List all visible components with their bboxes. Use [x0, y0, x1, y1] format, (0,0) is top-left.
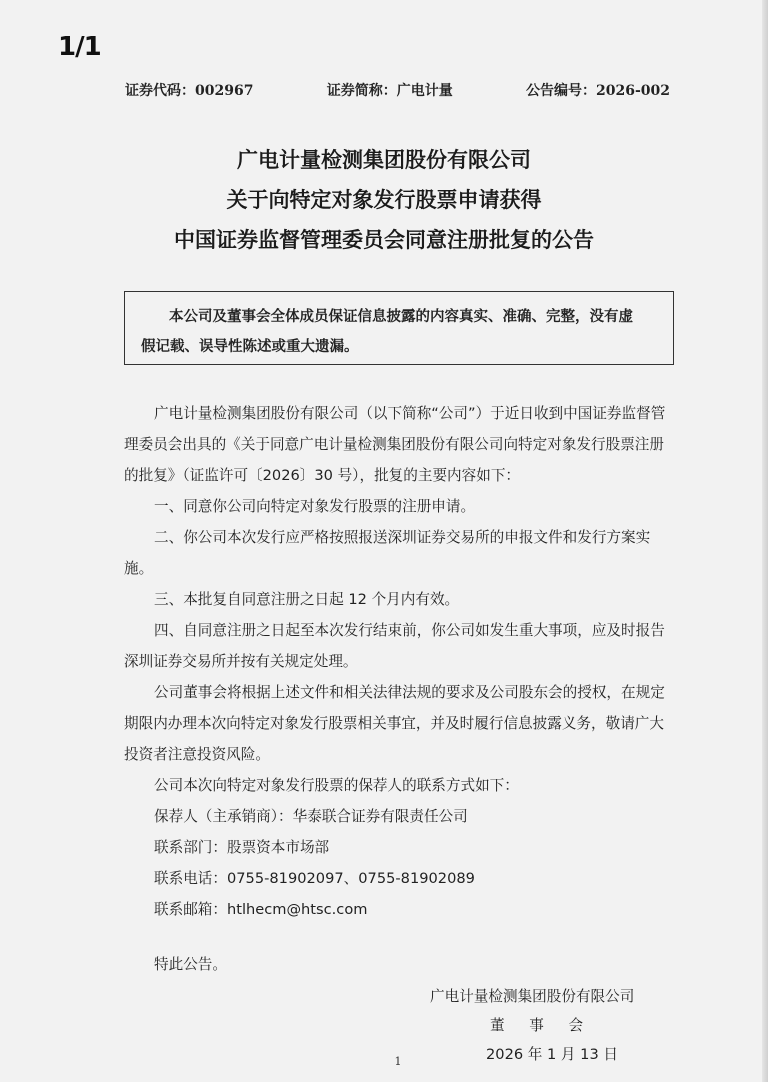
notice-line-2: 假记载、误导性陈述或重大遗漏。: [141, 339, 359, 355]
title-line-3: 中国证券监督管理委员会同意注册批复的公告: [174, 228, 594, 252]
signature-org: 广电计量检测集团股份有限公司: [430, 988, 635, 1005]
notice-line-1: 本公司及董事会全体成员保证信息披露的内容真实、准确、完整，没有虚: [169, 309, 633, 325]
disclosure-notice-box: [124, 291, 674, 365]
contact-email: 联系邮箱：htlhecm@htsc.com: [154, 901, 368, 918]
announcement-number: 公告编号：2026-002: [525, 83, 670, 99]
contact-phone: 联系电话：0755-81902097、0755-81902089: [154, 870, 475, 887]
stock-abbreviation: 证券简称：广电计量: [326, 83, 453, 99]
body-paragraph: 三、本批复自同意注册之日起 12 个月内有效。: [154, 591, 460, 608]
announcement-header: [125, 80, 670, 100]
signature-date: 2026 年 1 月 13 日: [486, 1046, 618, 1063]
title-line-1: 广电计量检测集团股份有限公司: [237, 148, 531, 172]
body-paragraph: 公司本次向特定对象发行股票的保荐人的联系方式如下：: [154, 777, 519, 794]
closing-statement: 特此公告。: [154, 956, 227, 973]
contact-department: 联系部门：股票资本市场部: [154, 839, 330, 856]
body-paragraph: 一、同意你公司向特定对象发行股票的注册申请。: [154, 498, 476, 515]
body-paragraph: 公司董事会将根据上述文件和相关法律法规的要求及公司股东会的授权，在规定期限内办理本次向特定对象发行股票相关事宜，并及时履行信息披露义务，敬请广大投资者注意投资风险。: [124, 684, 665, 763]
body-paragraph: 四、自同意注册之日起至本次发行结束前，你公司如发生重大事项，应及时报告深圳证券交易所并按有关规定处理。: [124, 622, 665, 670]
body-paragraph: 二、你公司本次发行应严格按照报送深圳证券交易所的申报文件和发行方案实施。: [124, 529, 651, 577]
body-paragraph: 广电计量检测集团股份有限公司（以下简称“公司”）于近日收到中国证券监督管理委员会出具的《关于同意广电计量检测集团股份有限公司向特定对象发行股票注册的批复》（证监许可〔2026〕30 号），批复的主要内容如下：: [124, 405, 666, 484]
announcement-body: [124, 398, 672, 980]
signature-board: 董 事 会: [490, 1017, 594, 1034]
sponsor-contact: 保荐人（主承销商）：华泰联合证券有限责任公司: [154, 808, 468, 825]
page-edge: [762, 0, 768, 1082]
page-number: 1: [394, 1055, 402, 1068]
stock-code: 证券代码：002967: [125, 83, 254, 99]
document-title: [0, 140, 768, 260]
title-line-2: 关于向特定对象发行股票申请获得: [226, 188, 542, 212]
page-indicator: 1/1: [58, 32, 101, 62]
